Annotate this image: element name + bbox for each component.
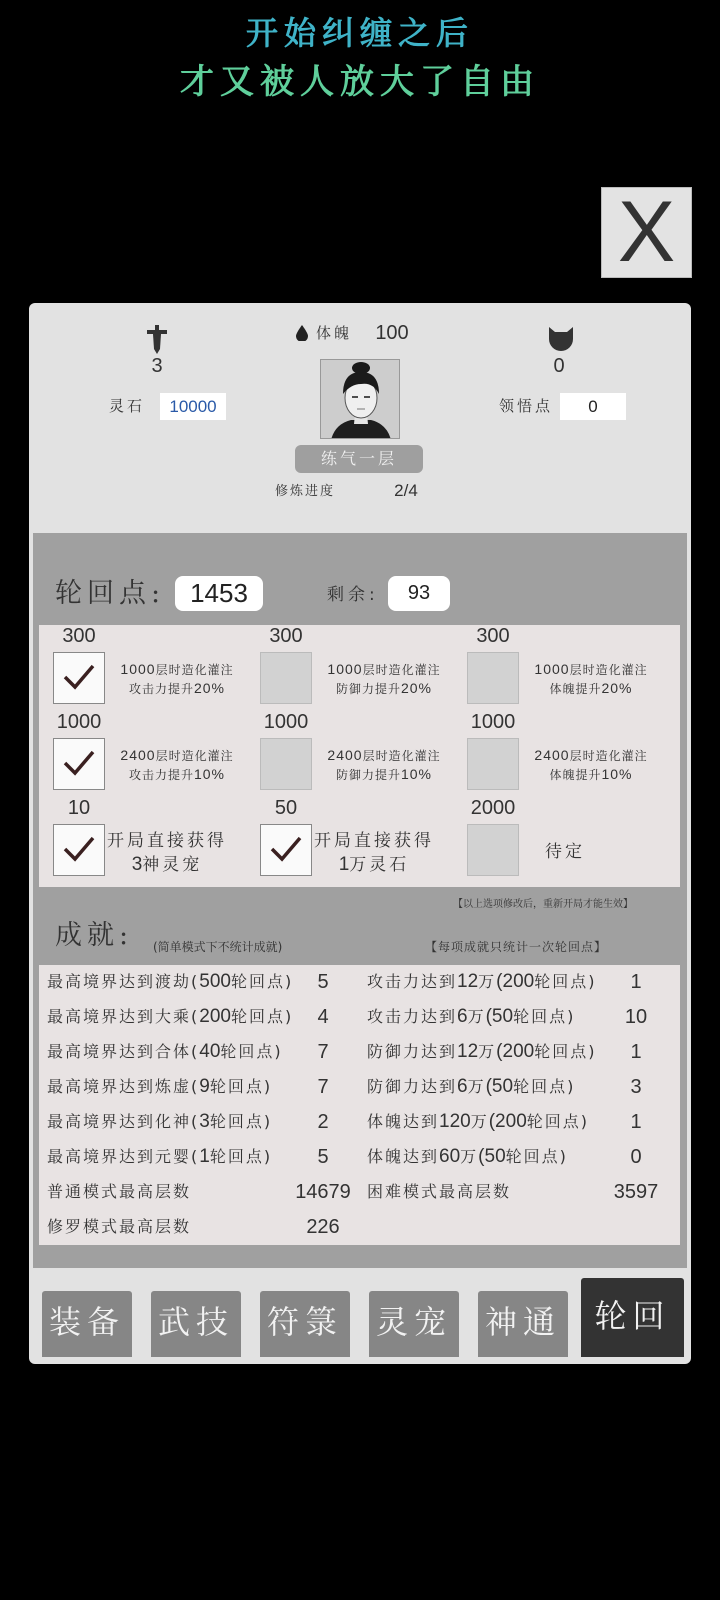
tab-reincarnation[interactable]: 轮回 bbox=[581, 1278, 684, 1357]
achievements-subtitle-right: 【每项成就只统计一次轮回点】 bbox=[425, 940, 608, 954]
achievement-row: 普通模式最高层数 bbox=[47, 1182, 192, 1201]
tab-talismans[interactable]: 符箓 bbox=[260, 1291, 350, 1357]
options-note: 【以上选项修改后，重新开局才能生效】 bbox=[453, 899, 633, 910]
remain-label: 剩余: bbox=[327, 585, 379, 605]
points-label: 轮回点: bbox=[55, 578, 166, 609]
drop-icon bbox=[296, 325, 308, 345]
achievement-value: 1 bbox=[630, 1041, 642, 1063]
option-checkbox[interactable] bbox=[467, 824, 519, 876]
option-item bbox=[39, 625, 239, 705]
option-description: 1000层时造化灌注 体魄提升20% bbox=[534, 661, 648, 696]
achievement-row: 防御力达到12万(200轮回点) bbox=[367, 1041, 597, 1062]
achievement-row: 最高境界达到大乘(200轮回点) bbox=[47, 1006, 294, 1027]
option-checkbox[interactable] bbox=[53, 824, 105, 876]
remain-value: 93 bbox=[388, 576, 450, 611]
check-icon bbox=[62, 834, 96, 864]
option-description: 2400层时造化灌注 攻击力提升10% bbox=[120, 747, 234, 782]
achievement-row: 防御力达到6万(50轮回点) bbox=[367, 1076, 576, 1097]
option-cost: 10 bbox=[67, 797, 91, 819]
reincarnation-panel bbox=[29, 303, 691, 1364]
option-item bbox=[453, 797, 653, 877]
banner-line-1: 开始纠缠之后 bbox=[245, 14, 474, 52]
option-checkbox[interactable] bbox=[260, 824, 312, 876]
option-item bbox=[453, 711, 653, 791]
option-cost: 300 bbox=[476, 625, 510, 647]
achievement-value: 2 bbox=[317, 1111, 329, 1133]
check-icon bbox=[62, 748, 96, 778]
achievement-value: 7 bbox=[317, 1041, 329, 1063]
option-description: 开局直接获得 1万灵石 bbox=[314, 831, 434, 875]
option-checkbox[interactable] bbox=[53, 652, 105, 704]
achievement-value: 0 bbox=[630, 1146, 642, 1168]
lingwu-value: 0 bbox=[560, 393, 626, 420]
option-checkbox[interactable] bbox=[467, 652, 519, 704]
option-checkbox[interactable] bbox=[260, 652, 312, 704]
tab-divine-powers[interactable]: 神通 bbox=[478, 1291, 568, 1357]
option-cost: 1000 bbox=[56, 711, 102, 733]
lingshi-value: 10000 bbox=[160, 393, 226, 420]
option-cost: 300 bbox=[269, 625, 303, 647]
achievement-value: 14679 bbox=[295, 1181, 351, 1203]
option-checkbox[interactable] bbox=[53, 738, 105, 790]
tab-spirit-pets[interactable]: 灵宠 bbox=[369, 1291, 459, 1357]
option-item bbox=[246, 625, 446, 705]
achievement-value: 1 bbox=[630, 971, 642, 993]
achievement-row: 最高境界达到渡劫(500轮回点) bbox=[47, 971, 294, 992]
achievements-list bbox=[39, 965, 680, 1245]
achievement-row: 体魄达到60万(50轮回点) bbox=[367, 1146, 568, 1167]
progress-value: 2/4 bbox=[394, 481, 418, 500]
achievement-row: 最高境界达到化神(3轮回点) bbox=[47, 1111, 273, 1132]
lingwu-label: 领悟点 bbox=[499, 397, 554, 415]
option-item bbox=[39, 711, 239, 791]
option-tbd: 待定 bbox=[545, 842, 585, 862]
option-description: 1000层时造化灌注 防御力提升20% bbox=[327, 661, 441, 696]
achievements-title: 成就: bbox=[55, 920, 134, 951]
achievement-value: 3597 bbox=[613, 1181, 659, 1203]
achievement-value: 3 bbox=[630, 1076, 642, 1098]
option-item bbox=[246, 711, 446, 791]
close-button[interactable]: X bbox=[601, 187, 692, 278]
achievement-row: 最高境界达到元婴(1轮回点) bbox=[47, 1146, 273, 1167]
achievement-row: 修罗模式最高层数 bbox=[47, 1217, 192, 1236]
achievement-row: 攻击力达到12万(200轮回点) bbox=[367, 971, 597, 992]
option-description: 2400层时造化灌注 体魄提升10% bbox=[534, 747, 648, 782]
realm-badge: 练气一层 bbox=[295, 445, 423, 473]
avatar bbox=[320, 359, 400, 439]
option-description: 1000层时造化灌注 攻击力提升20% bbox=[120, 661, 234, 696]
options-grid bbox=[39, 625, 680, 887]
option-checkbox[interactable] bbox=[260, 738, 312, 790]
reincarnation-section bbox=[33, 533, 687, 1268]
tab-equipment[interactable]: 装备 bbox=[42, 1291, 132, 1357]
option-cost: 1000 bbox=[470, 711, 516, 733]
achievements-subtitle-left: (简单模式下不统计成就) bbox=[153, 940, 283, 954]
achievement-value: 4 bbox=[317, 1006, 329, 1028]
check-icon bbox=[269, 834, 303, 864]
option-cost: 2000 bbox=[470, 797, 516, 819]
sword-icon bbox=[146, 325, 168, 359]
tipo-label: 体魄 bbox=[316, 324, 353, 342]
lingshi-label: 灵石 bbox=[109, 397, 146, 415]
achievement-value: 10 bbox=[624, 1006, 648, 1028]
tipo-value: 100 bbox=[375, 322, 409, 344]
achievement-row: 攻击力达到6万(50轮回点) bbox=[367, 1006, 576, 1027]
achievement-value: 1 bbox=[630, 1111, 642, 1133]
achievement-value: 5 bbox=[317, 971, 329, 993]
achievement-row: 最高境界达到炼虚(9轮回点) bbox=[47, 1076, 273, 1097]
achievement-row: 体魄达到120万(200轮回点) bbox=[367, 1111, 590, 1132]
achievement-row: 困难模式最高层数 bbox=[367, 1182, 512, 1201]
progress-label: 修炼进度 bbox=[275, 484, 336, 499]
option-cost: 300 bbox=[62, 625, 96, 647]
option-description: 2400层时造化灌注 防御力提升10% bbox=[327, 747, 441, 782]
achievement-value: 5 bbox=[317, 1146, 329, 1168]
option-cost: 50 bbox=[274, 797, 298, 819]
option-checkbox[interactable] bbox=[467, 738, 519, 790]
pet-count: 0 bbox=[553, 355, 565, 377]
check-icon bbox=[62, 662, 96, 692]
achievement-value: 7 bbox=[317, 1076, 329, 1098]
tab-martial-arts[interactable]: 武技 bbox=[151, 1291, 241, 1357]
beast-icon bbox=[546, 325, 576, 359]
option-item bbox=[39, 797, 239, 877]
points-value: 1453 bbox=[175, 576, 263, 611]
option-cost: 1000 bbox=[263, 711, 309, 733]
option-item bbox=[246, 797, 446, 877]
sword-count: 3 bbox=[151, 355, 163, 377]
banner-line-2: 才又被人放大了自由 bbox=[180, 62, 540, 102]
achievement-value: 226 bbox=[306, 1216, 340, 1238]
option-item bbox=[453, 625, 653, 705]
option-description: 开局直接获得 3神灵宠 bbox=[107, 831, 227, 875]
achievement-row: 最高境界达到合体(40轮回点) bbox=[47, 1041, 283, 1062]
